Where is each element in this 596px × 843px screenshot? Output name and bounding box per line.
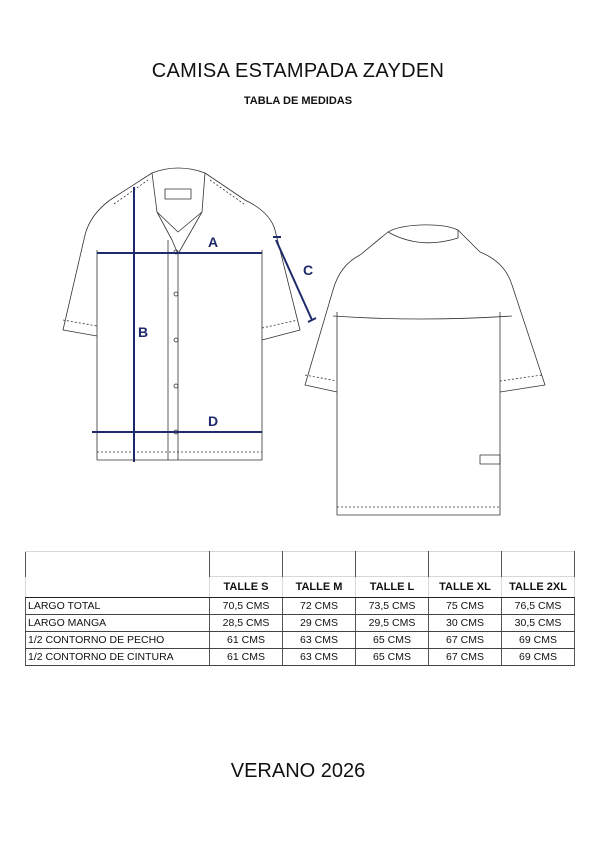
- cell-value: 30,5 CMS: [502, 615, 575, 632]
- shirt-front-view: [63, 168, 300, 460]
- measure-label-d: D: [208, 413, 219, 429]
- cell-value: 63 CMS: [283, 632, 356, 649]
- document-title: CAMISA ESTAMPADA ZAYDEN: [151, 60, 445, 82]
- measure-line-c: [276, 240, 312, 320]
- row-label: 1/2 CONTORNO DE PECHO: [26, 632, 210, 649]
- column-header-s: TALLE S: [210, 577, 283, 598]
- cell-value: 28,5 CMS: [210, 615, 283, 632]
- cell-value: 30 CMS: [429, 615, 502, 632]
- cell-value: 70,5 CMS: [210, 598, 283, 615]
- table-row: [26, 649, 575, 666]
- cell-value: 69 CMS: [502, 632, 575, 649]
- cell-value: 73,5 CMS: [356, 598, 429, 615]
- table-row: [26, 615, 575, 632]
- table-row: [26, 598, 575, 615]
- measure-label-c: C: [303, 262, 314, 278]
- measure-label-b: B: [138, 324, 149, 340]
- column-header-l: TALLE L: [356, 577, 429, 598]
- season-footer: VERANO 2026: [230, 760, 366, 782]
- size-chart-table: [25, 551, 575, 666]
- table-row: [26, 632, 575, 649]
- column-header-2xl: TALLE 2XL: [502, 577, 575, 598]
- measurement-lines: [92, 187, 316, 462]
- row-label: LARGO MANGA: [26, 615, 210, 632]
- row-label: 1/2 CONTORNO DE CINTURA: [26, 649, 210, 666]
- cell-value: 65 CMS: [356, 632, 429, 649]
- document-subtitle: TABLA DE MEDIDAS: [243, 95, 353, 107]
- cell-value: 76,5 CMS: [502, 598, 575, 615]
- column-header-xl: TALLE XL: [429, 577, 502, 598]
- column-header-m: TALLE M: [283, 577, 356, 598]
- row-label: LARGO TOTAL: [26, 598, 210, 615]
- cell-value: 29,5 CMS: [356, 615, 429, 632]
- cell-value: 61 CMS: [210, 632, 283, 649]
- measure-label-a: A: [208, 234, 219, 250]
- cell-value: 67 CMS: [429, 649, 502, 666]
- table-header-row: [26, 577, 575, 598]
- cell-value: 69 CMS: [502, 649, 575, 666]
- cell-value: 75 CMS: [429, 598, 502, 615]
- shirt-back-view: [305, 225, 545, 515]
- cell-value: 63 CMS: [283, 649, 356, 666]
- cell-value: 72 CMS: [283, 598, 356, 615]
- cell-value: 61 CMS: [210, 649, 283, 666]
- cell-value: 65 CMS: [356, 649, 429, 666]
- cell-value: 67 CMS: [429, 632, 502, 649]
- cell-value: 29 CMS: [283, 615, 356, 632]
